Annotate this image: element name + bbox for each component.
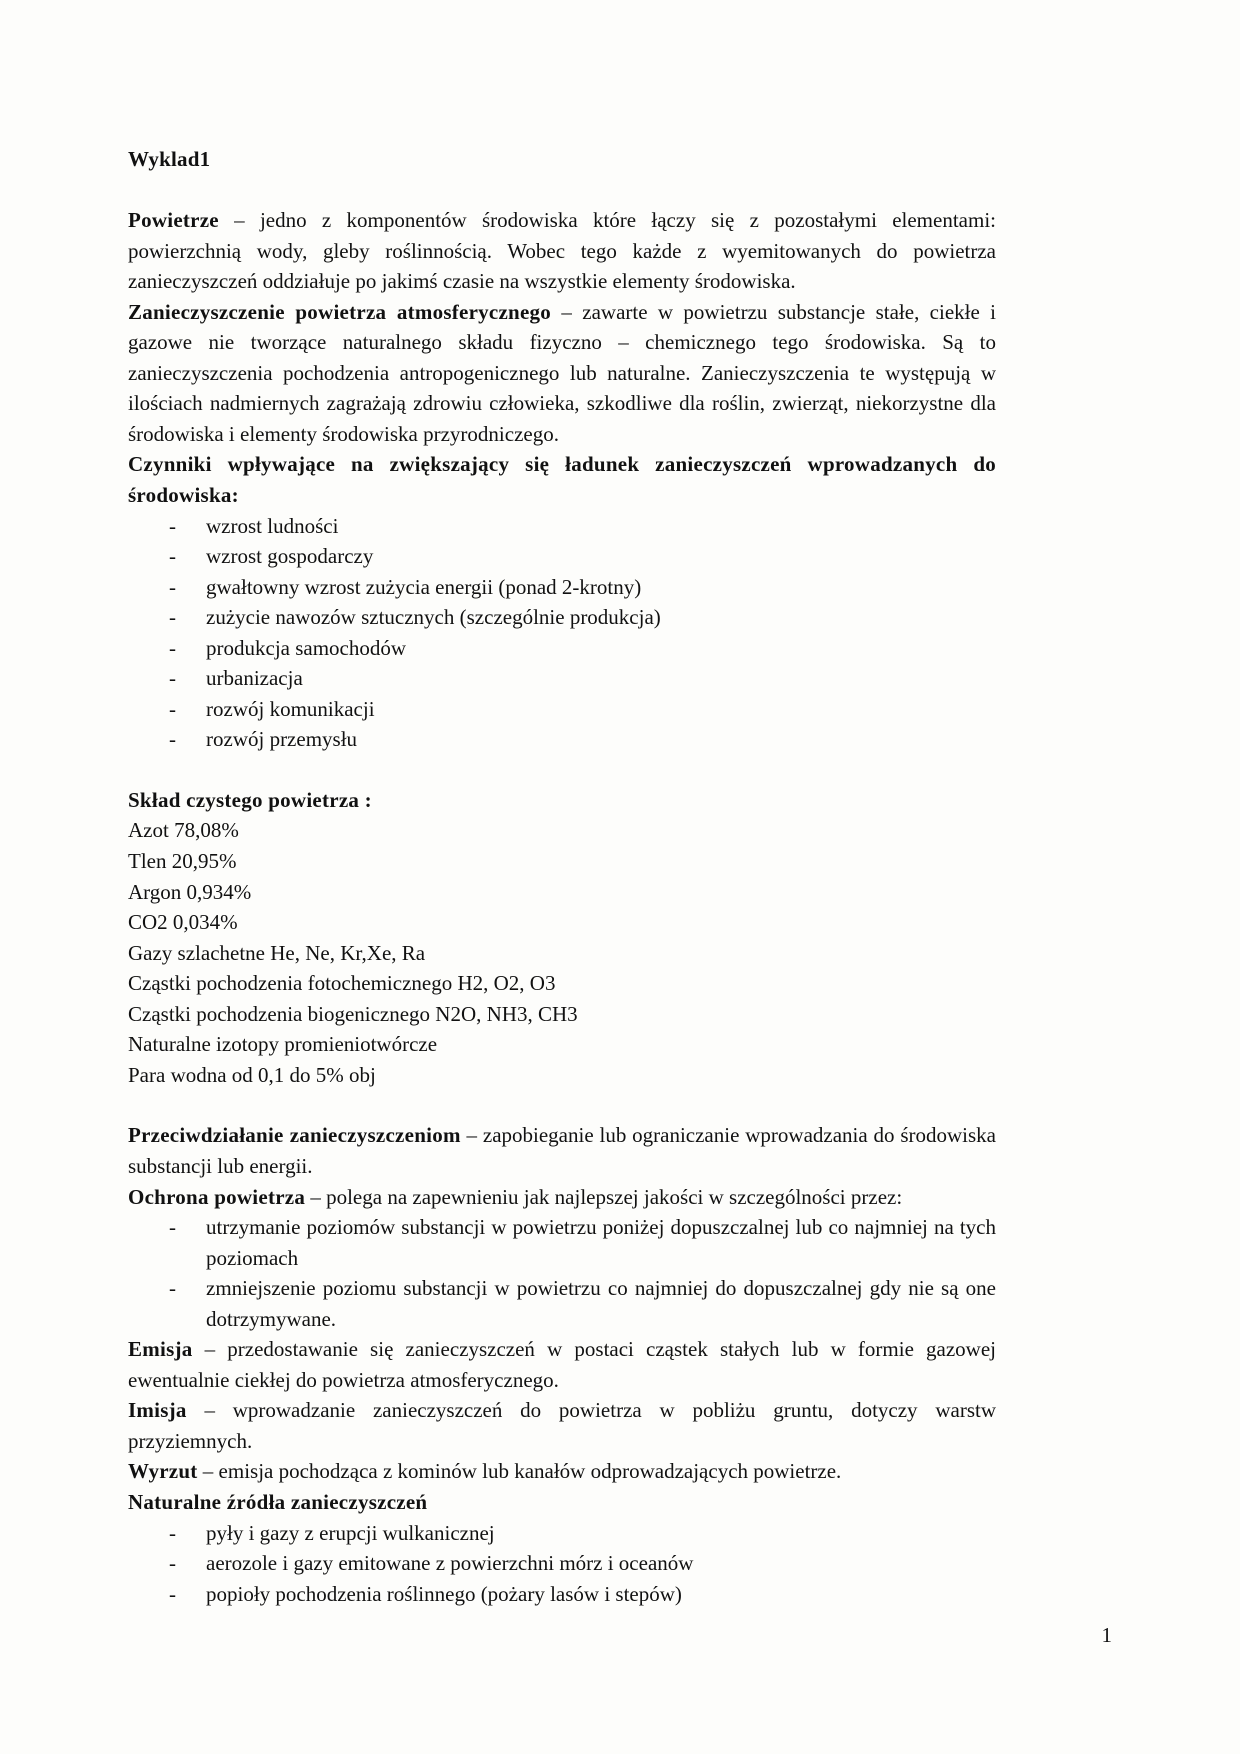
heading-naturalne-zrodla-zanieczyszczen: Naturalne źródła zanieczyszczeń bbox=[128, 1489, 428, 1514]
heading-sklad-czystego-powietrza: Skład czystego powietrza : bbox=[128, 787, 372, 812]
dash-bullet-icon: - bbox=[169, 544, 176, 569]
dash-bullet-icon: - bbox=[169, 1520, 176, 1545]
dash-bullet-icon: - bbox=[169, 1581, 176, 1606]
paragraph-emisja bbox=[128, 1334, 996, 1395]
list-item bbox=[128, 572, 996, 603]
list-item-label: zużycie nawozów sztucznych (szczególnie produkcja) bbox=[206, 605, 661, 630]
list-item bbox=[128, 541, 996, 572]
definition-przeciwdzialanie: – zapobieganie lub ograniczanie wprowadzania do środowiska substancji lub energii. bbox=[128, 1123, 997, 1178]
list-item bbox=[128, 1579, 996, 1610]
dash-bullet-icon: - bbox=[169, 635, 176, 660]
page-title: Wyklad1 bbox=[128, 147, 211, 171]
list-czynniki bbox=[128, 511, 996, 755]
definition-zanieczyszczenie: – zawarte w powietrzu substancje stałe, ciekłe i gazowe nie tworzące naturalnego składu fizyczno – chemicznego tego środowiska. Są to zanieczyszczenia pochodzenia antropogenicznego lub naturalne. Zanieczyszczenia te występują w ilościach nadmiernych zagrażają zdrowiu człowieka, szkodliwe dla roślin, zwierząt, niekorzystne dla środowiska i elementy środowiska przyrodniczego. bbox=[128, 299, 996, 446]
list-item-label: popioły pochodzenia roślinnego (pożary lasów i stepów) bbox=[206, 1581, 682, 1606]
document-body bbox=[128, 148, 996, 1609]
composition-line-biogeniczne: Cząstki pochodzenia biogenicznego N2O, NH3, CH3 bbox=[128, 1001, 578, 1026]
dash-bullet-icon: - bbox=[169, 1551, 176, 1576]
paragraph-zanieczyszczenie bbox=[128, 297, 996, 450]
paragraph-imisja bbox=[128, 1395, 996, 1456]
list-item-label: aerozole i gazy emitowane z powierzchni mórz i oceanów bbox=[206, 1551, 694, 1576]
term-powietrze: Powietrze bbox=[128, 208, 219, 233]
dash-bullet-icon: - bbox=[169, 1276, 176, 1301]
list-item-label: wzrost ludności bbox=[206, 513, 339, 538]
paragraph-ochrona-powietrza bbox=[128, 1182, 996, 1213]
list-item-label: pyły i gazy z erupcji wulkanicznej bbox=[206, 1520, 495, 1545]
dash-bullet-icon: - bbox=[169, 574, 176, 599]
paragraph-powietrze bbox=[128, 205, 996, 297]
list-item-label: rozwój przemysłu bbox=[206, 727, 358, 752]
composition-line-fotochemiczne: Cząstki pochodzenia fotochemicznego H2, O2, O3 bbox=[128, 971, 556, 996]
list-item bbox=[128, 694, 996, 725]
dash-bullet-icon: - bbox=[169, 666, 176, 691]
list-naturalne-zrodla bbox=[128, 1518, 996, 1610]
composition-line-argon: Argon 0,934% bbox=[128, 879, 252, 904]
term-wyrzut: Wyrzut bbox=[128, 1459, 198, 1484]
list-ochrona bbox=[128, 1212, 996, 1334]
list-item bbox=[128, 1212, 996, 1273]
list-item bbox=[128, 633, 996, 664]
composition-line-tlen: Tlen 20,95% bbox=[128, 849, 237, 874]
list-item-label: produkcja samochodów bbox=[206, 635, 407, 660]
term-ochrona-powietrza: Ochrona powietrza bbox=[128, 1184, 306, 1209]
term-emisja: Emisja bbox=[128, 1337, 193, 1362]
section-spacer bbox=[128, 1090, 996, 1120]
dash-bullet-icon: - bbox=[169, 605, 176, 630]
list-item bbox=[128, 724, 996, 755]
definition-emisja: – przedostawanie się zanieczyszczeń w postaci cząstek stałych lub w formie gazowej ewentualnie ciekłej do powietrza atmosferycznego. bbox=[128, 1337, 996, 1392]
term-zanieczyszczenie-powietrza-atmosferycznego: Zanieczyszczenie powietrza atmosferycznego bbox=[128, 299, 552, 324]
list-item bbox=[128, 511, 996, 542]
list-item-label: utrzymanie poziomów substancji w powietrzu poniżej dopuszczalnej lub co najmniej na tych poziomach bbox=[206, 1215, 996, 1270]
list-item-label: urbanizacja bbox=[206, 666, 303, 691]
dash-bullet-icon: - bbox=[169, 1215, 176, 1240]
list-item-label: gwałtowny wzrost zużycia energii (ponad 2-krotny) bbox=[206, 574, 642, 599]
list-item bbox=[128, 1548, 996, 1579]
definition-powietrze: – jedno z komponentów środowiska które łączy się z pozostałymi elementami: powierzchnią wody, gleby roślinnością. Wobec tego każde z wyemitowanych do powietrza zanieczyszczeń oddziałuje po jakimś czasie na wszystkie elementy środowiska. bbox=[128, 208, 996, 294]
definition-imisja: – wprowadzanie zanieczyszczeń do powietrza w pobliżu gruntu, dotyczy warstw przyziemnych. bbox=[128, 1398, 996, 1453]
dash-bullet-icon: - bbox=[169, 727, 176, 752]
composition-line-azot: Azot 78,08% bbox=[128, 818, 239, 843]
section-spacer bbox=[128, 755, 996, 785]
list-item bbox=[128, 1273, 996, 1334]
definition-wyrzut: – emisja pochodząca z kominów lub kanałów odprowadzających powietrze. bbox=[197, 1459, 842, 1484]
term-przeciwdzialanie-zanieczyszczeniom: Przeciwdziałanie zanieczyszczeniom bbox=[128, 1123, 461, 1148]
list-item bbox=[128, 663, 996, 694]
heading-czynniki: Czynniki wpływające na zwiększający się ładunek zanieczyszczeń wprowadzanych do środowiska: bbox=[128, 452, 996, 508]
definition-ochrona: – polega na zapewnieniu jak najlepszej jakości w szczególności przez: bbox=[305, 1184, 903, 1209]
paragraph-wyrzut bbox=[128, 1456, 996, 1487]
list-item bbox=[128, 1518, 996, 1549]
composition-line-izotopy: Naturalne izotopy promieniotwórcze bbox=[128, 1032, 438, 1057]
list-item-label: zmniejszenie poziomu substancji w powietrzu co najmniej do dopuszczalnej gdy nie są one dotrzymywane. bbox=[206, 1276, 996, 1331]
composition-line-gazy-szlachetne: Gazy szlachetne He, Ne, Kr,Xe, Ra bbox=[128, 940, 426, 965]
dash-bullet-icon: - bbox=[169, 696, 176, 721]
paragraph-przeciwdzialanie bbox=[128, 1120, 996, 1181]
composition-line-co2: CO2 0,034% bbox=[128, 910, 238, 935]
list-item-label: rozwój komunikacji bbox=[206, 696, 375, 721]
list-item-label: wzrost gospodarczy bbox=[206, 544, 374, 569]
composition-line-para-wodna: Para wodna od 0,1 do 5% obj bbox=[128, 1062, 376, 1087]
page-number: 1 bbox=[1101, 1623, 1112, 1647]
dash-bullet-icon: - bbox=[169, 513, 176, 538]
list-item bbox=[128, 602, 996, 633]
term-imisja: Imisja bbox=[128, 1398, 187, 1423]
